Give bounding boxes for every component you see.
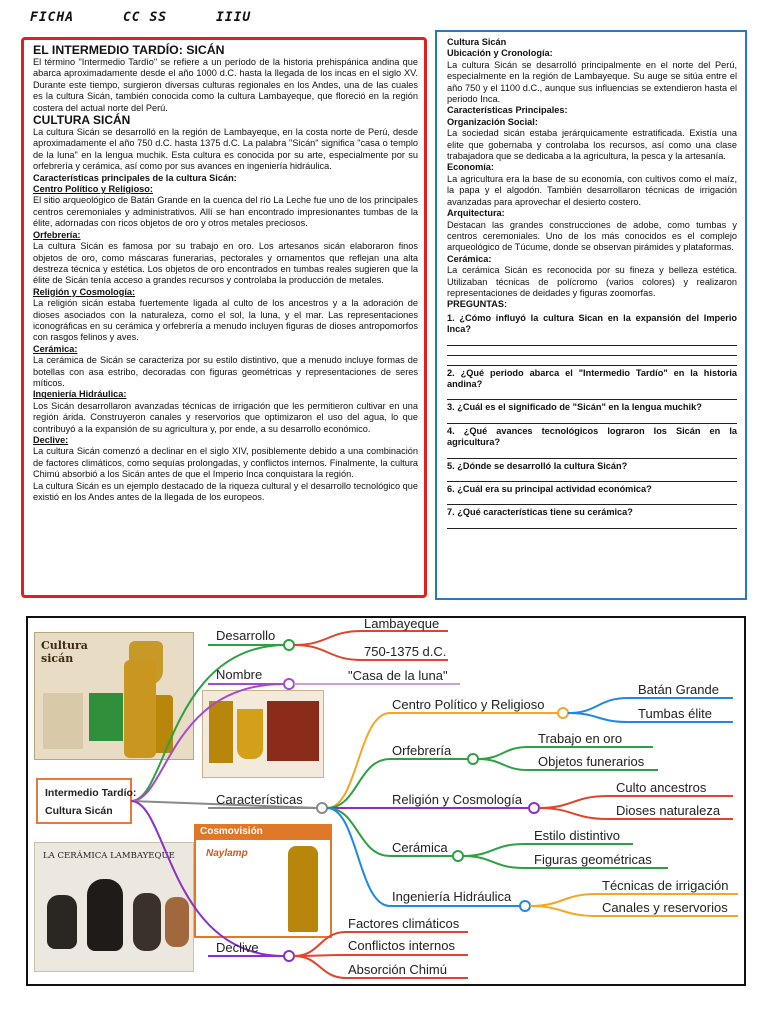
answer-line[interactable]: [447, 414, 737, 424]
characteristics-title: Características principales de la cultura Sicán:: [33, 172, 237, 183]
node-dot: [520, 901, 530, 911]
header: [30, 10, 291, 25]
question-4: 4. ¿Qué avances tecnológicos lograron los Sicán en la agricultura?: [447, 425, 737, 448]
branch-label-caracteristicas: Características: [216, 792, 303, 807]
mind-map-canvas: [28, 618, 744, 984]
answer-line[interactable]: [447, 390, 737, 400]
leaf-canales-reservorios: Canales y reservorios: [602, 900, 728, 915]
summary-sub-architecture: Arquitectura:: [447, 208, 505, 219]
sub-orfebreria: Orfebrería: [392, 743, 452, 758]
leaf-absorcion-chimu: Absorción Chimú: [348, 962, 447, 977]
summary-sub-social: Organización Social:: [447, 116, 538, 127]
summary-economy-text: La agricultura era la base de su economía, con cultivos como el maíz, la papa y el algodón. También desarrollaron técnicas de irrigación avanzadas para aprovechar el desierto costero.: [447, 173, 737, 207]
closing-paragraph: La cultura Sicán es un ejemplo destacado de la riqueza cultural y el desarrollo tecnológico que existió en los Andes antes de la llegada de los europeos.: [33, 480, 418, 503]
node-dot: [453, 851, 463, 861]
questions-title: PREGUNTAS:: [447, 299, 508, 310]
leaf-tumbas-elite: Tumbas élite: [638, 706, 712, 721]
node-dot: [284, 951, 294, 961]
answer-line[interactable]: [447, 356, 737, 366]
answer-line[interactable]: [447, 495, 737, 505]
culture-subtitle: CULTURA SICÁN: [33, 113, 131, 128]
reading-intro: El término "Intermedio Tardío" se refiere a un período de la historia prehispánica andina que abarca aproximadamente desde el año 1000 d.C. hasta la llegada de los incas en el siglo XV. Durante este tiempo, surgieron diversas culturas regionales en los Andes, una de las cuales es la cultura Sicán, también conocida como la cultura Lambayeque, que floreció en la región costera del actual norte del Perú.: [33, 57, 418, 113]
root-line-2: Cultura Sicán: [45, 805, 113, 817]
answer-line[interactable]: [447, 472, 737, 482]
thumb-ceramica-title: LA CERÁMICA LAMBAYEQUE: [43, 851, 175, 861]
header-code: IIIU: [215, 10, 252, 25]
leaf-factores-climaticos: Factores climáticos: [348, 916, 460, 931]
root-line-1: Intermedio Tardío:: [45, 787, 137, 799]
culture-paragraph: La cultura Sicán se desarrolló en la región de Lambayeque, en la costa norte de Perú, desde aproximadamente el año 750 d.C. hasta 1375 d.C. La palabra "Sicán" significa "casa o templo de la luna" en la lengua muchik. Esta cultura es conocida por su arte, especialmente por su orfebrería y cerámica, así como por sus avances en ingeniería hidráulica.: [33, 127, 418, 172]
summary-sub-ceramics: Cerámica:: [447, 253, 492, 264]
section-title: Orfebrería:: [33, 229, 81, 240]
summary-architecture-text: Destacan las grandes construcciones de adobe, como tumbas y centros ceremoniales. Uno de los más conocidos es el complejo arqueológico de Túcume, donde se observan pirámides y plataformas.: [447, 219, 737, 253]
leaf-trabajo-oro: Trabajo en oro: [538, 731, 623, 746]
node-dot: [558, 708, 568, 718]
node-dot: [468, 754, 478, 764]
summary-sub-economy: Economía:: [447, 162, 494, 173]
reading-title: EL INTERMEDIO TARDÍO: SICÁN: [33, 43, 225, 57]
section-text: Los Sicán desarrollaron avanzadas técnicas de irrigación que les permitieron cultivar en una región árida. Construyeron canales y reservorios que optimizaron el uso del agua, lo que contribuyó a la expansión de su agricultura y, por ende, a su desarrollo económico.: [33, 400, 418, 434]
summary-social-text: La sociedad sicán estaba jerárquicamente estratificada. Existía una elite que gobernaba y controlaba los recursos, así como una clase trabajadora que se dedicaba a la agricultura, la pesca y la artesanía.: [447, 128, 737, 162]
section-title: Declive:: [33, 435, 69, 445]
leaf-line: [294, 631, 448, 645]
sub-centro-politico: Centro Político y Religioso: [392, 697, 545, 712]
header-ficha: FICHA: [30, 10, 75, 25]
section-title: Cerámica:: [33, 343, 78, 354]
leaf-batan-grande: Batán Grande: [638, 682, 719, 697]
mind-map: [26, 616, 746, 986]
question-7: 7. ¿Qué características tiene su cerámica?: [447, 507, 633, 518]
leaf-line: [294, 955, 468, 956]
node-dot: [284, 679, 294, 689]
branch-label-declive: Declive: [216, 940, 259, 955]
section-text: La cultura Sicán comenzó a declinar en el siglo XIV, posiblemente debido a una combinación de factores climáticos, como sequías prolongadas, y conflictos internos. Finalmente, la cultura Chimú absorbió a los Sicán antes de que el Imperio Inca conquistara la región.: [33, 446, 418, 480]
summary-ceramics-text: La cerámica Sicán es reconocida por su fineza y belleza estética. Utilizaban técnicas de polícromo (varios colores) y realizaron representaciones de deidades y figuras zoomorfas.: [447, 265, 737, 298]
question-2: 2. ¿Qué periodo abarca el "Intermedio Tardío" en la historia andina?: [447, 367, 737, 389]
section-text: La cultura Sicán es famosa por su trabajo en oro. Los artesanos sicán elaboraron finos objetos de oro, como máscaras funerarias, pectorales y ornamentos que reflejan una alta destreza técnica y estética. Los objetos de oro encontrados en tumbas reales sugieren que la élite de Sicán tenía acceso a grandes recursos y controlaba la producción de metales.: [33, 241, 418, 286]
node-dot: [317, 803, 327, 813]
node-dot: [529, 803, 539, 813]
section-text: La religión sicán estaba fuertemente ligada al culto de los ancestros y a la adoración de dioses asociados con la naturaleza, como el sol, la luna, y el mar. Las representaciones iconográficas en su cerámica y orfebrería a menudo incluyen figuras de dioses antropomorfos con rasgos felinos y aves.: [33, 298, 418, 343]
leaf-750-1375: 750-1375 d.C.: [364, 644, 447, 659]
leaf-tecnicas-irrigacion: Técnicas de irrigación: [602, 878, 729, 893]
question-5: 5. ¿Dónde se desarrolló la cultura Sicán?: [447, 460, 628, 471]
leaf-figuras-geometricas: Figuras geométricas: [534, 852, 652, 867]
section-title: Religión y Cosmología:: [33, 286, 136, 297]
summary-box: [435, 30, 747, 600]
section-text: El sitio arqueológico de Batán Grande en la cuenca del río La Leche fue uno de los principales centros ceremoniales y administrativos. Allí se han encontrado impresionantes tumbas de la élite, adornadas con ricos objetos de oro y otros metales preciosos.: [33, 195, 418, 229]
summary-location-text: La cultura Sicán se desarrolló principalmente en el norte del Perú, especialmente en la región de Lambayeque. Su auge se sitúa entre el año 750 y el 1100 d.C., aunque sus influencias se extendieron hasta el periodo Inca.: [447, 59, 737, 105]
summary-sub-main: Características Principales:: [447, 105, 568, 116]
leaf-estilo-distintivo: Estilo distintivo: [534, 828, 620, 843]
leaf-casa-luna: "Casa de la luna": [348, 668, 448, 683]
summary-sub-location: Ubicación y Cronología:: [447, 48, 553, 59]
answer-line[interactable]: [447, 346, 737, 356]
header-grade: CC SS: [122, 10, 168, 25]
answer-line[interactable]: [447, 519, 737, 529]
leaf-conflictos-internos: Conflictos internos: [348, 938, 455, 953]
branch-line: [131, 645, 286, 801]
thumb-cultura-sican-title: Cultura sicán: [41, 639, 88, 665]
thumb-cosmovision-sub: Naylamp: [206, 848, 248, 859]
question-1: 1. ¿Cómo influyó la cultura Sican en la expansión del Imperio Inca?: [447, 312, 737, 335]
leaf-culto-ancestros: Culto ancestros: [616, 780, 707, 795]
reading-box: [21, 37, 427, 598]
sub-ingenieria: Ingeniería Hidráulica: [392, 889, 512, 904]
summary-title: Cultura Sicán: [447, 37, 507, 47]
leaf-dioses-naturaleza: Dioses naturaleza: [616, 803, 721, 818]
branch-line: [131, 684, 284, 801]
branch-label-desarrollo: Desarrollo: [216, 628, 276, 643]
branch-label-nombre: Nombre: [216, 667, 263, 682]
sub-ceramica: Cerámica: [392, 840, 448, 855]
question-3: 3. ¿Cuál es el significado de "Sicán" en la lengua muchik?: [447, 402, 702, 413]
branch-line: [131, 801, 284, 956]
section-list: [33, 184, 418, 481]
sub-religion: Religión y Cosmología: [392, 792, 523, 807]
section-title: Centro Político y Religioso:: [33, 184, 153, 195]
thumb-cosmovision-title: Cosmovisión: [196, 826, 330, 840]
answer-line[interactable]: [447, 336, 737, 346]
answer-line[interactable]: [447, 449, 737, 459]
section-text: La cerámica de Sicán se caracteriza por su estilo distintivo, que a menudo incluye formas de botellas con asa estribo, decoradas con figuras geométricas y representaciones de seres míticos.: [33, 355, 418, 388]
question-6: 6. ¿Cuál era su principal actividad económica?: [447, 484, 652, 494]
section-title: Ingeniería Hidráulica:: [33, 389, 127, 400]
leaf-lambayeque: Lambayeque: [364, 618, 440, 631]
node-dot: [284, 640, 294, 650]
leaf-objetos-funerarios: Objetos funerarios: [538, 754, 645, 769]
